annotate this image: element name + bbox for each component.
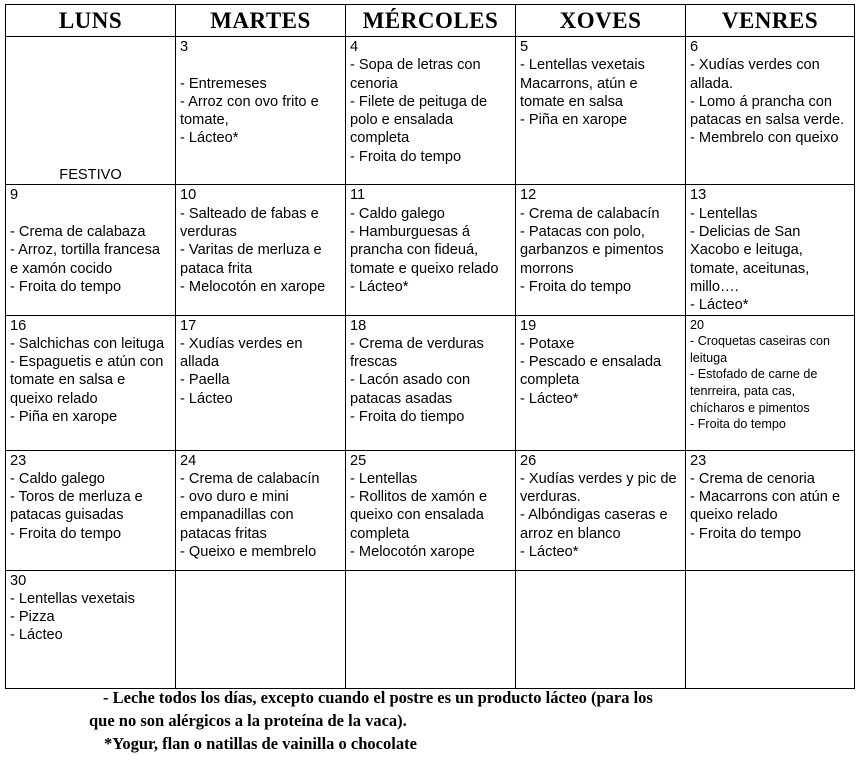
week-row [6,315,855,450]
menu-cell [686,450,855,570]
week-row [6,570,855,688]
menu-cell-text: 5 - Lentellas vexetais Macarrons, atún e tomate en salsa - Piña en xarope [520,39,645,129]
menu-cell-text: FESTIVO [59,167,122,184]
menu-cell [346,37,516,185]
menu-cell [686,315,855,450]
menu-cell-text: 25 - Lentellas - Rollitos de xamón e queixo con ensalada completa - Melocotón xarope [350,452,488,561]
menu-cell [6,315,176,450]
menu-cell-text: 19 - Potaxe - Pescado e ensalada completa - Lácteo* [520,317,662,407]
day-header-venres: VENRES [686,5,855,37]
menu-cell-text: 10 - Salteado de fabas e verduras - Varitas de merluza e pataca frita - Melocotón en xarope [180,187,326,295]
week-row [6,450,855,570]
week-row [6,37,855,185]
week-row [6,185,855,315]
day-header-luns: LUNS [6,5,176,37]
menu-cell-text: 26 - Xudías verdes y pic de verduras. - Albóndigas caseras e arroz en blanco - Lácteo* [520,452,677,561]
menu-cell-text: 12 - Crema de calabacín - Patacas con polo, garbanzos e pimentos morrons - Froita do tempo [520,187,664,295]
menu-table [5,4,855,689]
menu-cell [176,315,346,450]
menu-cell-text: 3 - Entremeses - Arroz con ovo frito e tomate, - Lácteo* [180,39,319,147]
menu-cell-text: 23 - Crema de cenoria - Macarrons con atún e queixo relado - Froita do tempo [690,452,841,542]
menu-cell-text: 16 - Salchichas con leituga - Espaguetis e atún con tomate en salsa e queixo relado - Piña en xarope [10,317,165,426]
menu-cell-text: 23 - Caldo galego - Toros de merluza e patacas guisadas - Froita do tempo [10,452,143,542]
menu-cell [176,450,346,570]
day-header-xoves: XOVES [516,5,686,37]
menu-cell [176,185,346,315]
menu-cell [516,185,686,315]
menu-cell-text: 24 - Crema de calabacín - ovo duro e mini empanadillas con patacas fritas - Queixo e membrelo [180,452,320,561]
menu-cell [6,450,176,570]
menu-cell [686,37,855,185]
menu-cell [6,37,176,185]
menu-cell-text: 6 - Xudías verdes con allada. - Lomo á prancha con patacas en salsa verde. - Membrelo con queixo [690,39,845,147]
menu-cell [346,450,516,570]
day-header-martes: MARTES [176,5,346,37]
header-row [6,5,855,37]
menu-cell [516,450,686,570]
menu-cell [516,37,686,185]
footnote-dairy: *Yogur, flan o natillas de vainilla o chocolate [104,734,417,753]
menu-cell-text: 18 - Crema de verduras frescas - Lacón asado con patacas asadas - Froita do tiempo [350,317,484,426]
footnote-milk-continued: que no son alérgicos a la proteína de la vaca). [89,711,407,730]
menu-cell-text: 9 - Crema de calabaza - Arroz, tortilla francesa e xamón cocido - Froita do tempo [10,187,161,295]
menu-cell [686,570,855,688]
menu-cell-text: 13 - Lentellas - Delicias de San Xacobo e leituga, tomate, aceitunas, millo…. - Lácteo* [690,187,810,314]
menu-cell [686,185,855,315]
day-header-mercoles: MÉRCOLES [346,5,516,37]
menu-cell [346,570,516,688]
menu-cell [346,185,516,315]
menu-cell [6,185,176,315]
menu-cell-text: 11 - Caldo galego - Hamburguesas á prancha con fideuá, tomate e queixo relado - Lácteo* [350,187,499,295]
footnote-milk: - Leche todos los días, excepto cuando el postre es un producto lácteo (para los [103,688,653,707]
menu-cell-text: 30 - Lentellas vexetais - Pizza - Lácteo [10,572,135,644]
menu-cell-text: 4 - Sopa de letras con cenoria - Filete de peituga de polo e ensalada completa - Froita do tempo [350,39,488,165]
menu-cell [176,37,346,185]
menu-cell-text: 20 - Croquetas caseiras con leituga - Estofado de carne de tenrreira, pata cas, chícharos e pimentos - Froita do tempo [690,317,830,432]
menu-cell [6,570,176,688]
menu-cell [346,315,516,450]
menu-cell [176,570,346,688]
menu-cell [516,315,686,450]
menu-cell [516,570,686,688]
menu-cell-text: 17 - Xudías verdes en allada - Paella - Lácteo [180,317,303,407]
